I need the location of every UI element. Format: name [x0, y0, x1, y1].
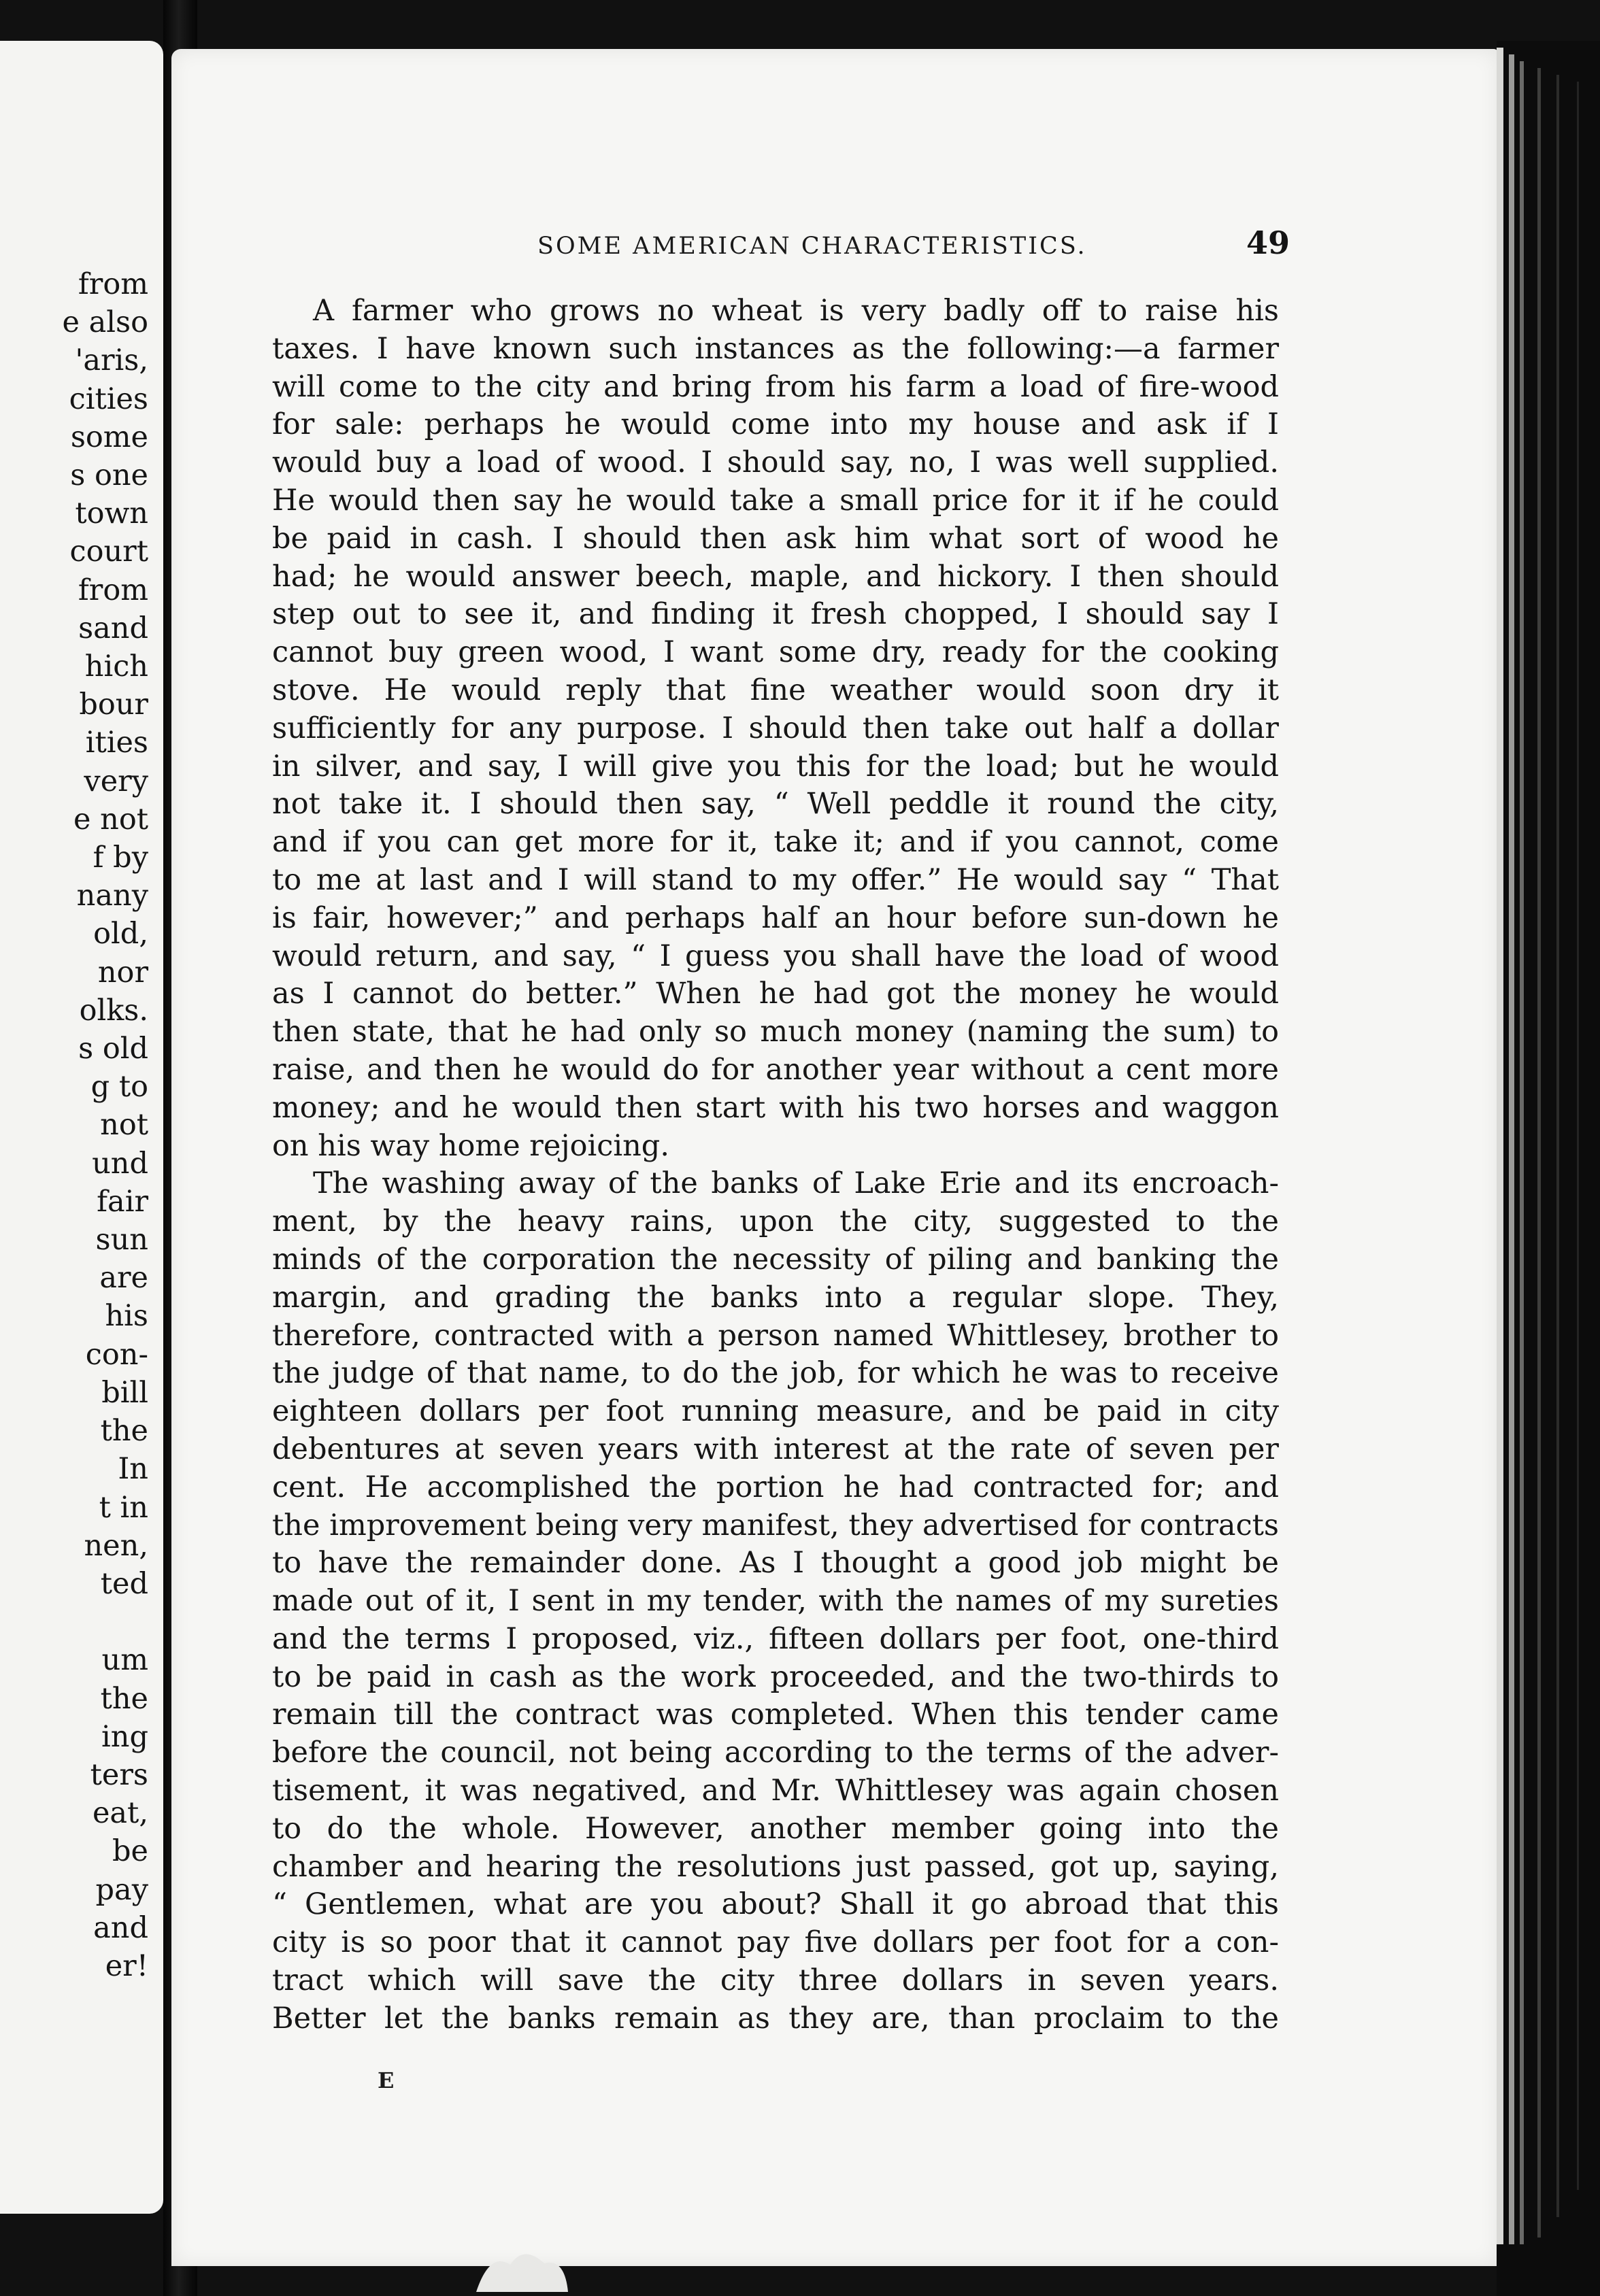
text-line: and if you can get more for it, take it; and if you cannot, come: [272, 825, 1279, 860]
text-line: to have the remainder done. As I thought a good job might be: [272, 1546, 1279, 1581]
facing-line-fragment: hich: [84, 649, 148, 684]
facing-line-fragment: sand: [78, 611, 148, 645]
facing-line-fragment: bill: [101, 1375, 148, 1410]
facing-line-fragment: eat,: [92, 1796, 148, 1831]
text-line: He would then say he would take a small price for it if he could: [272, 483, 1279, 518]
facing-line-fragment: from: [78, 573, 148, 607]
text-line: would return, and say, “ I guess you shall have the load of wood: [272, 939, 1279, 973]
signature-mark: E: [378, 2067, 395, 2093]
text-line: city is so poor that it cannot pay five dollars per foot for a con-: [272, 1925, 1279, 1960]
text-line: cent. He accomplished the portion he had contracted for; and: [272, 1470, 1279, 1504]
facing-line-fragment: sun: [95, 1223, 148, 1257]
facing-page-text: [63, 265, 148, 1985]
text-line: taxes. I have known such instances as the following:—a farmer: [272, 331, 1279, 366]
facing-line-fragment: the: [100, 1681, 148, 1716]
text-line: to be paid in cash as the work proceeded, and the two-thirds to: [272, 1659, 1279, 1694]
facing-line-fragment: t in: [99, 1490, 148, 1525]
facing-line-fragment: are: [99, 1261, 148, 1296]
facing-line-fragment: his: [105, 1299, 148, 1334]
facing-line-fragment: old,: [93, 917, 148, 951]
text-line: cannot buy green wood, I want some dry, ready for the cooking: [272, 635, 1279, 670]
text-line: the judge of that name, to do the job, for which he was to receive: [272, 1356, 1279, 1391]
text-line: had; he would answer beech, maple, and hickory. I then should: [272, 559, 1279, 594]
text-line: margin, and grading the banks into a regular slope. They,: [272, 1280, 1279, 1315]
text-line: then state, that he had only so much money (naming the sum) to: [272, 1015, 1279, 1049]
facing-line-fragment: In: [118, 1452, 148, 1487]
page-number: 49: [1246, 224, 1290, 261]
facing-line-fragment: cities: [69, 382, 148, 416]
text-line: would buy a load of wood. I should say, no, I was well supplied.: [272, 445, 1279, 480]
facing-line-fragment: nor: [97, 955, 148, 990]
facing-line-fragment: er!: [105, 1948, 148, 1983]
text-line: money; and he would then start with his two horses and waggon: [272, 1090, 1279, 1125]
text-line: remain till the contract was completed. When this tender came: [272, 1698, 1279, 1732]
text-line: step out to see it, and finding it fresh chopped, I should say I: [272, 597, 1279, 632]
running-header: SOME AMERICAN CHARACTERISTICS.: [537, 233, 1087, 260]
text-line: made out of it, I sent in my tender, with the names of my sureties: [272, 1584, 1279, 1619]
facing-line-fragment: nen,: [84, 1528, 148, 1563]
facing-line-fragment: s one: [70, 458, 148, 493]
facing-line-fragment: und: [92, 1146, 148, 1181]
text-line: eighteen dollars per foot running measure, and be paid in city: [272, 1394, 1279, 1429]
facing-line-fragment: con-: [85, 1337, 148, 1372]
text-line: “ Gentlemen, what are you about? Shall it go abroad that this: [272, 1887, 1279, 1922]
text-line: minds of the corporation the necessity of piling and banking the: [272, 1242, 1279, 1277]
facing-line-fragment: town: [75, 496, 148, 531]
text-line: for sale: perhaps he would come into my house and ask if I: [272, 407, 1279, 442]
text-line: The washing away of the banks of Lake Erie and its encroach-: [313, 1166, 1279, 1201]
facing-line-fragment: f by: [93, 841, 148, 875]
scan-smudge: [469, 2244, 571, 2296]
facing-line-fragment: e not: [73, 802, 148, 837]
text-line: on his way home rejoicing.: [272, 1128, 670, 1163]
facing-line-fragment: and: [93, 1910, 148, 1945]
facing-line-fragment: court: [69, 535, 148, 569]
facing-line-fragment: 'aris,: [75, 343, 148, 378]
facing-line-fragment: [63, 1603, 148, 1641]
text-line: tisement, it was negatived, and Mr. Whittlesey was again chosen: [272, 1774, 1279, 1808]
text-line: and the terms I proposed, viz., fifteen dollars per foot, one-third: [272, 1621, 1279, 1656]
facing-line-fragment: very: [84, 764, 148, 798]
text-line: as I cannot do better.” When he had got the money he would: [272, 977, 1279, 1011]
text-line: is fair, however;” and perhaps half an hour before sun-down he: [272, 900, 1279, 935]
facing-line-fragment: some: [70, 420, 148, 454]
facing-line-fragment: ing: [101, 1719, 148, 1754]
text-line: be paid in cash. I should then ask him what sort of wood he: [272, 521, 1279, 556]
facing-line-fragment: the: [100, 1414, 148, 1449]
text-line: to me at last and I will stand to my offer.” He would say “ That: [272, 862, 1279, 897]
facing-line-fragment: ters: [90, 1757, 148, 1792]
facing-line-fragment: pay: [95, 1872, 148, 1907]
text-line: will come to the city and bring from his farm a load of fire-wood: [272, 369, 1279, 404]
page-body-text: [272, 292, 1279, 2038]
text-line: raise, and then he would do for another year without a cent more: [272, 1052, 1279, 1087]
facing-line-fragment: um: [101, 1643, 148, 1678]
text-line: not take it. I should then say, “ Well peddle it round the city,: [272, 787, 1279, 822]
page-edges: [1497, 41, 1600, 2296]
text-line: before the council, not being according to the terms of the adver-: [272, 1736, 1279, 1770]
facing-line-fragment: be: [112, 1834, 148, 1869]
text-line: stove. He would reply that fine weather would soon dry it: [272, 673, 1279, 707]
text-line: sufficiently for any purpose. I should then take out half a dollar: [272, 711, 1279, 745]
facing-line-fragment: olks.: [79, 993, 148, 1028]
text-line: to do the whole. However, another member going into the: [272, 1811, 1279, 1846]
text-line: chamber and hearing the resolutions just passed, got up, saying,: [272, 1849, 1279, 1884]
text-line: in silver, and say, I will give you this for the load; but he would: [272, 749, 1279, 783]
facing-page-fragment: [0, 41, 163, 2214]
text-line: debentures at seven years with interest at the rate of seven per: [272, 1432, 1279, 1466]
facing-line-fragment: s old: [78, 1032, 148, 1066]
text-line: Better let the banks remain as they are, than proclaim to the: [272, 2001, 1279, 2036]
facing-line-fragment: not: [100, 1108, 148, 1143]
text-line: A farmer who grows no wheat is very badly off to raise his: [313, 294, 1279, 328]
facing-line-fragment: from: [78, 267, 148, 301]
facing-line-fragment: fair: [97, 1184, 148, 1219]
facing-line-fragment: ities: [85, 726, 148, 760]
facing-line-fragment: nany: [76, 879, 148, 913]
facing-line-fragment: bour: [79, 688, 148, 722]
facing-line-fragment: ted: [100, 1566, 148, 1601]
text-line: the improvement being very manifest, they advertised for contracts: [272, 1508, 1279, 1542]
facing-line-fragment: e also: [62, 305, 148, 340]
facing-line-fragment: g to: [90, 1070, 148, 1104]
text-line: therefore, contracted with a person named Whittlesey, brother to: [272, 1318, 1279, 1353]
text-line: tract which will save the city three dollars in seven years.: [272, 1963, 1279, 1998]
text-line: ment, by the heavy rains, upon the city, suggested to the: [272, 1204, 1279, 1239]
